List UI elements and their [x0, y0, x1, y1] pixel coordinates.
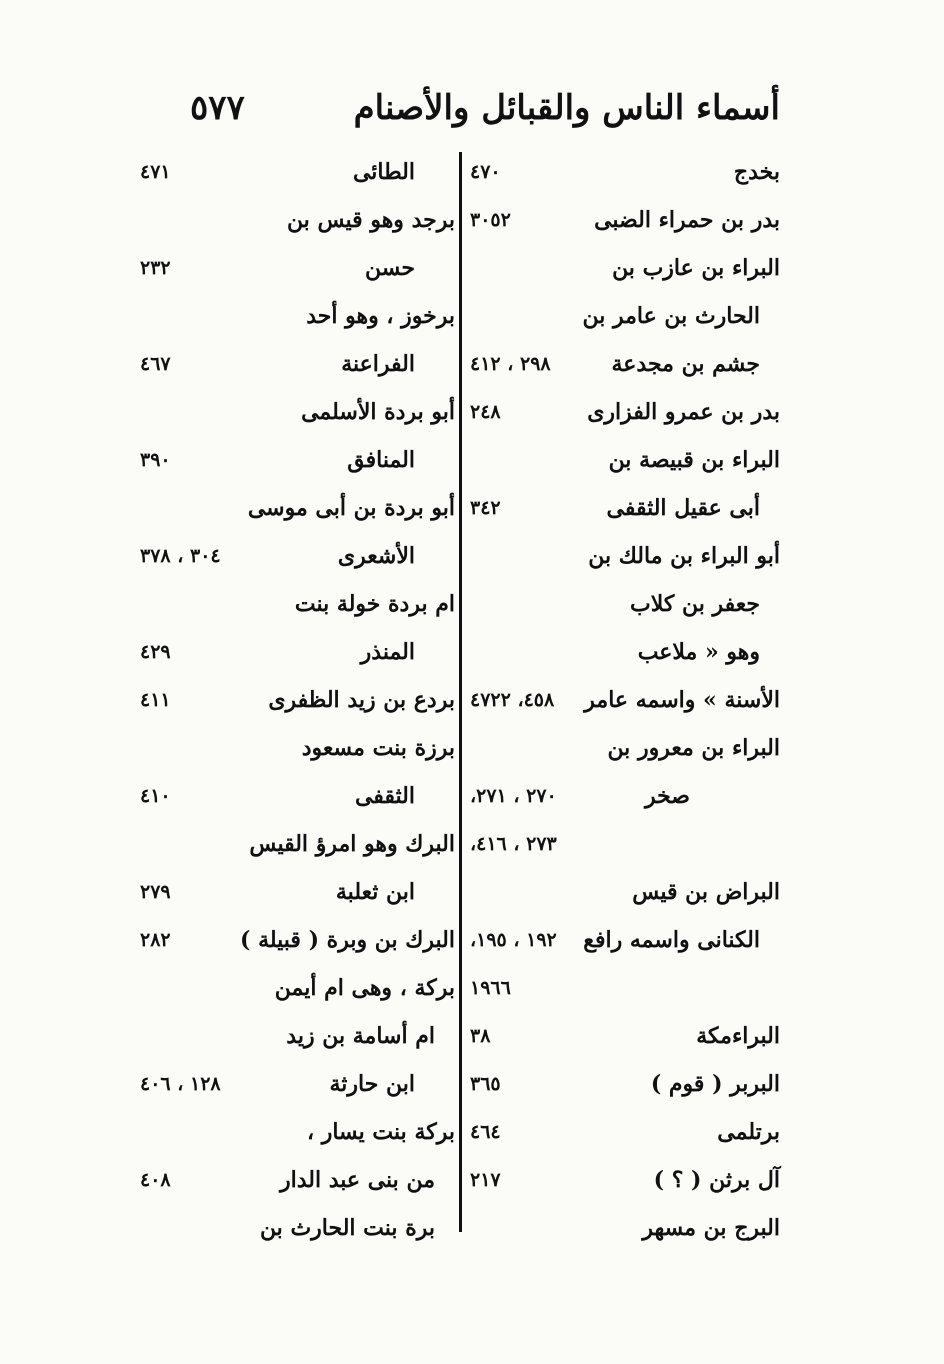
index-entry — [470, 676, 800, 724]
entry-name: أبو بردة الأسلمى — [301, 399, 455, 425]
entry-name: برزة بنت مسعود — [301, 735, 455, 761]
entry-pages: ٢٧٣ ، ٤١٦، — [470, 833, 557, 855]
entry-name: أبو بردة بن أبى موسى — [247, 495, 455, 521]
entry-name: البرك بن وبرة ( قبيلة ) — [240, 927, 455, 953]
entry-name: البراض بن قيس — [632, 879, 780, 905]
entry-pages: ٢٤٨ — [470, 401, 501, 423]
entry-name: من بنى عبد الدار — [279, 1167, 435, 1193]
index-entry — [470, 1012, 800, 1060]
index-entry — [470, 580, 800, 628]
entry-name: بخدج — [733, 159, 780, 185]
index-entry — [470, 244, 800, 292]
entry-pages: ٤٢٩ — [140, 641, 171, 663]
index-entry — [140, 724, 455, 772]
entry-name: البراء بن عازب بن — [612, 255, 780, 281]
entry-name: صخر — [644, 783, 690, 809]
entry-name: المنافق — [347, 447, 415, 473]
index-entry — [140, 196, 455, 244]
entry-name: بركة بنت يسار ، — [306, 1119, 455, 1145]
index-entry — [140, 1012, 455, 1060]
entry-name: البرج بن مسهر — [642, 1215, 780, 1241]
index-entry — [140, 964, 455, 1012]
index-entry — [470, 388, 800, 436]
entry-pages: ٢٧٩ — [140, 881, 171, 903]
page-header — [170, 88, 780, 148]
index-column-right — [470, 148, 800, 1252]
entry-name: الثقفى — [354, 783, 415, 809]
entry-name: وهو « ملاعب — [637, 639, 760, 665]
entry-name: الطائى — [352, 159, 415, 185]
entry-pages: ٣٠٥٢ — [470, 209, 511, 231]
page-number: ٥٧٧ — [190, 88, 245, 128]
index-entry — [470, 292, 800, 340]
entry-name: برة بنت الحارث بن — [259, 1215, 435, 1241]
index-entry — [470, 484, 800, 532]
index-entry — [140, 244, 455, 292]
index-entry — [470, 772, 800, 820]
entry-pages: ١٢٨ ، ٤٠٦ — [140, 1073, 221, 1095]
entry-pages: ٢١٧ — [470, 1169, 501, 1191]
index-entry — [140, 340, 455, 388]
entry-name: بردع بن زيد الظفرى — [268, 687, 455, 713]
entry-name: أبو البراء بن مالك بن — [588, 543, 780, 569]
entry-pages: ٣٠٤ ، ٣٧٨ — [140, 545, 221, 567]
entry-pages: ٤١٠ — [140, 785, 171, 807]
running-title: أسماء الناس والقبائل والأصنام — [353, 88, 780, 128]
entry-pages: ٣٤٢ — [470, 497, 501, 519]
entry-name: البراء بن معرور بن — [607, 735, 780, 761]
index-entry — [140, 292, 455, 340]
entry-name: بدر بن حمراء الضبى — [594, 207, 780, 233]
entry-pages: ٢٩٨ ، ٤١٢ — [470, 353, 551, 375]
entry-name: آل برثن ( ؟ ) — [653, 1167, 780, 1193]
entry-name: الأشعرى — [337, 543, 415, 569]
entry-name: الحارث بن عامر بن — [582, 303, 760, 329]
index-entry — [140, 676, 455, 724]
entry-name: البربر ( قوم ) — [650, 1071, 780, 1097]
index-entry — [140, 580, 455, 628]
entry-pages: ٣٩٠ — [140, 449, 171, 471]
entry-pages: ٣٨ — [470, 1025, 491, 1047]
index-entry — [470, 1060, 800, 1108]
entry-name: بدر بن عمرو الفزارى — [587, 399, 780, 425]
entry-name: الكنانى واسمه رافع — [583, 927, 760, 953]
index-entry — [470, 1204, 800, 1252]
index-entry — [140, 436, 455, 484]
index-entry — [470, 148, 800, 196]
index-entry — [470, 196, 800, 244]
entry-name: ام أسامة بن زيد — [286, 1023, 435, 1049]
entry-name: بركة ، وهى ام أيمن — [274, 975, 455, 1001]
entry-name: البراءمكة — [696, 1023, 780, 1049]
index-entry — [140, 1108, 455, 1156]
entry-pages: ١٩٦٦ — [470, 977, 511, 999]
index-entry — [470, 532, 800, 580]
index-entry — [470, 724, 800, 772]
index-entry — [470, 340, 800, 388]
index-entry — [140, 484, 455, 532]
entry-name: برجد وهو قيس بن — [286, 207, 455, 233]
entry-name: جعفر بن كلاب — [630, 591, 760, 617]
index-entry — [140, 532, 455, 580]
index-entry — [140, 628, 455, 676]
entry-name: أبى عقيل الثقفى — [606, 495, 760, 521]
entry-pages: ٤٦٤ — [470, 1121, 501, 1143]
index-entry — [140, 772, 455, 820]
entry-pages: ٣٦٥ — [470, 1073, 501, 1095]
entry-pages: ٢٣٢ — [140, 257, 171, 279]
index-entry — [470, 436, 800, 484]
index-entry — [140, 916, 455, 964]
index-entry — [470, 1156, 800, 1204]
entry-pages: ٢٧٠ ، ٢٧١، — [470, 785, 557, 807]
entry-pages: ١٩٢ ، ١٩٥، — [470, 929, 557, 951]
index-entry — [140, 148, 455, 196]
index-entry — [140, 1060, 455, 1108]
index-entry — [140, 1204, 455, 1252]
index-column-left — [140, 148, 455, 1252]
column-divider — [459, 152, 462, 1232]
entry-pages: ٤٧١ — [140, 161, 171, 183]
index-entry — [470, 628, 800, 676]
entry-pages: ٤١١ — [140, 689, 171, 711]
entry-name: الفراعنة — [341, 351, 415, 377]
index-entry — [470, 964, 800, 1012]
index-entry — [470, 820, 800, 868]
entry-name: البراء بن قبيصة بن — [608, 447, 780, 473]
entry-pages: ٤٧٠ — [470, 161, 501, 183]
entry-pages: ٤٥٨، ٤٧٢٢ — [470, 689, 555, 711]
index-entry — [140, 1156, 455, 1204]
entry-name: حسن — [365, 255, 415, 281]
entry-name: ام بردة خولة بنت — [294, 591, 455, 617]
index-entry — [140, 388, 455, 436]
entry-pages: ٤٠٨ — [140, 1169, 171, 1191]
index-entry — [140, 820, 455, 868]
entry-pages: ٢٨٢ — [140, 929, 171, 951]
entry-name: ابن حارثة — [329, 1071, 415, 1097]
entry-name: ابن ثعلبة — [335, 879, 415, 905]
entry-name: المنذر — [360, 639, 415, 665]
entry-name: برخوز ، وهو أحد — [306, 303, 455, 329]
entry-name: جشم بن مجدعة — [611, 351, 760, 377]
entry-pages: ٤٦٧ — [140, 353, 171, 375]
index-entry — [470, 868, 800, 916]
index-entry — [470, 916, 800, 964]
entry-name: برتلمى — [717, 1119, 780, 1145]
entry-name: البرك وهو امرؤ القيس — [249, 831, 455, 857]
entry-name: الأسنة » واسمه عامر — [584, 687, 780, 713]
index-entry — [470, 1108, 800, 1156]
index-entry — [140, 868, 455, 916]
